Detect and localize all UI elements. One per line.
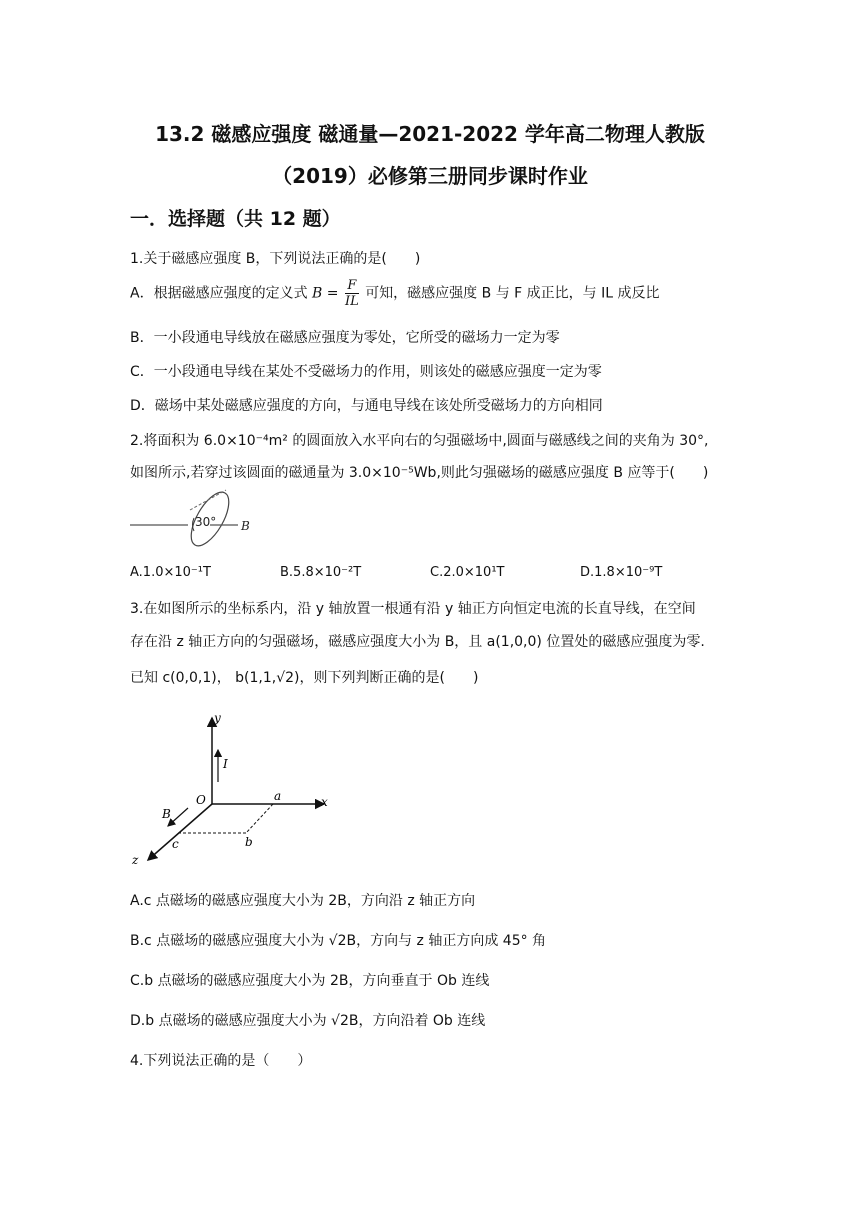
q1-option-a (130, 278, 659, 309)
q3-coordinate-figure (128, 708, 338, 868)
normal-dashed-line (190, 490, 226, 510)
point-a-label: a (274, 789, 282, 803)
point-c-label: c (172, 837, 179, 851)
title-line-2: （2019）必修第三册同步课时作业 (272, 164, 588, 188)
q1-formula-numerator: F (345, 278, 359, 294)
q2-circle-figure (128, 488, 268, 552)
q3-option-a: A.c 点磁场的磁感应强度大小为 2B，方向沿 z 轴正方向 (130, 893, 476, 909)
q2-option-d: D.1.8×10⁻⁹T (580, 565, 663, 580)
q1-stem: 1.关于磁感应强度 B，下列说法正确的是( ) (130, 251, 421, 267)
field-arrow (168, 808, 188, 826)
q1-formula-denominator: IL (344, 294, 359, 309)
field-label: B (162, 807, 171, 821)
q1-option-b: B．一小段通电导线放在磁感应强度为零处，它所受的磁场力一定为零 (130, 330, 560, 346)
z-axis-label: z (132, 853, 139, 867)
q2-stem-line-1: 2.将面积为 6.0×10⁻⁴m² 的圆面放入水平向右的匀强磁场中,圆面与磁感线之间的夹角为 30°, (130, 433, 709, 449)
y-axis-label: y (214, 711, 221, 725)
q1-option-a-suffix: 可知，磁感应强度 B 与 F 成正比，与 IL 成反比 (365, 285, 660, 302)
title-line-1: 13.2 磁感应强度 磁通量—2021-2022 学年高二物理人教版 (155, 122, 705, 146)
q1-formula-fraction (345, 278, 359, 309)
q1-option-d: D．磁场中某处磁感应强度的方向，与通电导线在该处所受磁场力的方向相同 (130, 398, 603, 414)
q3-stem-line-2: 存在沿 z 轴正方向的匀强磁场，磁感应强度大小为 B，且 a(1,0,0) 位置处的磁感应强度为零. (130, 634, 705, 650)
origin-label: O (196, 793, 206, 807)
q1-formula-lhs: B = (312, 285, 339, 302)
q3-option-c: C.b 点磁场的磁感应强度大小为 2B，方向垂直于 Ob 连线 (130, 973, 490, 989)
q3-stem-line-1: 3.在如图所示的坐标系内，沿 y 轴放置一根通有沿 y 轴正方向恒定电流的长直导线，在空间 (130, 601, 696, 617)
section-heading: 一．选择题（共 12 题） (130, 208, 341, 230)
q3-stem-line-3: 已知 c(0,0,1)， b(1,1,√2)，则下列判断正确的是( ) (130, 670, 479, 686)
field-label-b: B (241, 519, 250, 533)
q2-option-c: C.2.0×10¹T (430, 565, 505, 580)
z-axis (148, 804, 212, 860)
dashed-line-ab (246, 804, 273, 833)
q2-stem-line-2: 如图所示,若穿过该圆面的磁通量为 3.0×10⁻⁵Wb,则此匀强磁场的磁感应强度 B 应等于( ) (130, 465, 709, 481)
angle-label: 30° (195, 515, 217, 529)
x-axis-label: x (321, 795, 328, 809)
q2-option-b: B.5.8×10⁻²T (280, 565, 362, 580)
q4-stem: 4.下列说法正确的是（ ） (130, 1053, 312, 1069)
q3-option-b: B.c 点磁场的磁感应强度大小为 √2B，方向与 z 轴正方向成 45° 角 (130, 933, 547, 949)
q1-option-a-prefix: A．根据磁感应强度的定义式 (130, 285, 308, 302)
q3-option-d: D.b 点磁场的磁感应强度大小为 √2B，方向沿着 Ob 连线 (130, 1013, 486, 1029)
point-b-label: b (245, 835, 253, 849)
q2-option-a: A.1.0×10⁻¹T (130, 565, 211, 580)
current-label: I (223, 757, 228, 771)
q1-option-c: C．一小段通电导线在某处不受磁场力的作用，则该处的磁感应强度一定为零 (130, 364, 602, 380)
